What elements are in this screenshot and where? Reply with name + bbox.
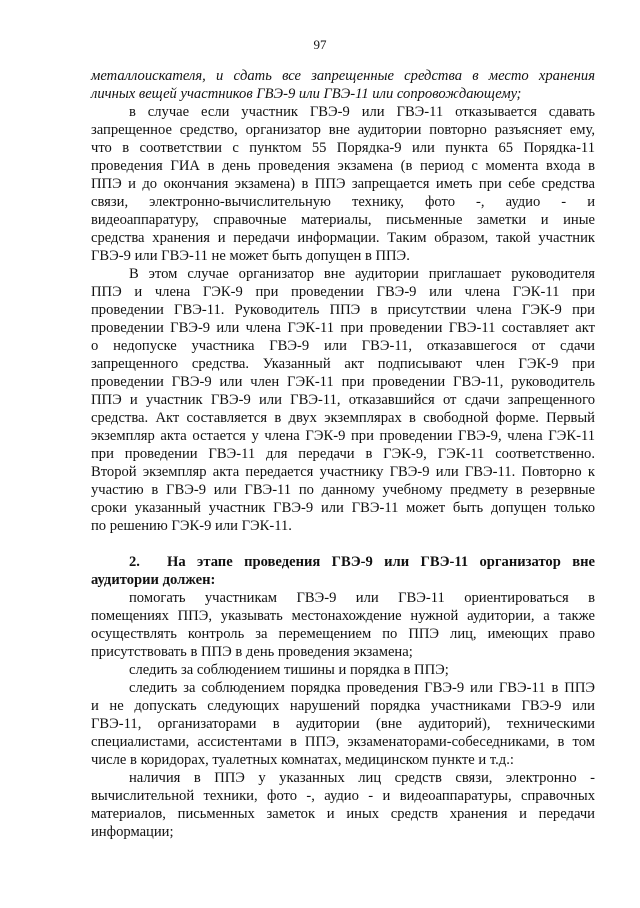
section-heading-line: аудитории должен:: [91, 572, 216, 588]
duty-item-silence: [91, 661, 595, 679]
text-line: В этом случае организатор вне аудитории приглашает руководителя: [129, 266, 595, 282]
text-line: о недопуске участника ГВЭ-9 или ГВЭ-11, отказавшегося от сдачи: [91, 338, 595, 354]
text-line: следить за соблюдением тишины и порядка в ППЭ;: [129, 662, 449, 678]
text-line: запрещенное средство, организатор вне аудитории повторно разъясняет ему,: [91, 122, 595, 138]
text-line: что в соответствии с пунктом 55 Порядка-9 или пункта 65 Порядка-11: [91, 140, 595, 156]
text-line: присутствовать в ППЭ в день проведения экзамена;: [91, 644, 413, 660]
text-line: проведении ГВЭ-9 или члена ГЭК-11 при проведении ГВЭ-11 составляет акт: [91, 320, 595, 336]
duty-item-orientation: [91, 589, 595, 661]
text-line: наличия в ППЭ у указанных лиц средств связи, электронно -: [129, 770, 595, 786]
text-line: запрещенного средства. Указанный акт подписывают член ГЭК-9 при: [91, 356, 595, 372]
intro-paragraph: [91, 67, 595, 103]
text-line: ППЭ и члена ГЭК-9 при проведении ГВЭ-9 или члена ГЭК-11 при: [91, 284, 595, 300]
text-line: проведении ГВЭ-11. Руководитель ППЭ в присутствии члена ГЭК-9 при: [91, 302, 595, 318]
text-line: Второй экземпляр акта передается участнику ГВЭ-9 или ГВЭ-11. Повторно к: [91, 464, 595, 480]
duty-item-devices: [91, 769, 595, 841]
text-line: числе в коридорах, туалетных комнатах, медицинском пункте и т.д.:: [91, 752, 514, 768]
text-line: проведения ГИА в день проведения экзамена (в период с момента входа в: [91, 158, 595, 174]
paragraph-refusal: [91, 103, 595, 265]
text-line: средства. Акт составляется в двух экземплярах в свободной форме. Первый: [91, 410, 595, 426]
paragraph-act: [91, 265, 595, 535]
section-heading-text: На этапе проведения ГВЭ-9 или ГВЭ-11 организатор вне: [167, 554, 595, 570]
text-line: по решению ГЭК-9 или ГЭК-11.: [91, 518, 292, 534]
text-line: ППЭ и участник ГВЭ-9 или ГВЭ-11, отказавшийся от сдачи запрещенного: [91, 392, 595, 408]
text-line: ГВЭ-11, организаторами в аудитории (вне аудиторий), техническими: [91, 716, 595, 732]
text-line: при проведении ГВЭ-11 для передачи в ГЭК-9, ГЭК-11 соответственно.: [91, 446, 595, 462]
duty-item-order: [91, 679, 595, 769]
spacer: [91, 535, 595, 553]
text-line: помещениях ППЭ, указывать местонахождение нужной аудитории, а также: [91, 608, 595, 624]
text-line: видеоаппаратуру, справочные материалы, письменные заметки и иные: [91, 212, 595, 228]
section-heading: [91, 553, 595, 589]
text-line: личных вещей участников ГВЭ-9 или ГВЭ-11 или сопровождающему;: [91, 86, 522, 102]
text-line: металлоискателя, и сдать все запрещенные средства в место хранения: [91, 68, 595, 84]
document-body: [91, 67, 595, 841]
text-line: ГВЭ-9 или ГВЭ-11 не может быть допущен в ППЭ.: [91, 248, 410, 264]
text-line: средства хранения и передачи информации. Таким образом, такой участник: [91, 230, 595, 246]
text-line: проведении ГВЭ-9 или член ГЭК-11 при проведении ГВЭ-11, руководитель: [91, 374, 595, 390]
text-line: помогать участникам ГВЭ-9 или ГВЭ-11 ориентироваться в: [129, 590, 595, 606]
text-line: материалов, письменных заметок и иных средств хранения и передачи: [91, 806, 595, 822]
text-line: связи, электронно-вычислительную технику, фото -, аудио - и: [91, 194, 595, 210]
text-line: специалистами, ассистентами в ППЭ, экзаменаторами-собеседниками, в том: [91, 734, 595, 750]
text-line: ППЭ и до окончания экзамена) в ППЭ запрещается иметь при себе средства: [91, 176, 595, 192]
text-line: в случае если участник ГВЭ-9 или ГВЭ-11 отказывается сдавать: [129, 104, 595, 120]
text-line: осуществлять контроль за перемещением по ППЭ лиц, имеющих право: [91, 626, 595, 642]
section-number: 2.: [129, 554, 140, 570]
text-line: вычислительной техники, фото -, аудио - и видеоаппаратуры, справочных: [91, 788, 595, 804]
section-heading-line: [91, 553, 595, 571]
text-line: сроки указанный участник ГВЭ-9 или ГВЭ-11 может быть допущен только: [91, 500, 595, 516]
text-line: участию в ГВЭ-9 или ГВЭ-11 по данному учебному предмету в резервные: [91, 482, 595, 498]
text-line: следить за соблюдением порядка проведения ГВЭ-9 или ГВЭ-11 в ППЭ: [129, 680, 595, 696]
text-line: и не допускать следующих нарушений порядка участниками ГВЭ-9 или: [91, 698, 595, 714]
page-number: 97: [313, 37, 327, 52]
text-line: экземпляр акта остается у члена ГЭК-9 при проведении ГВЭ-9, члена ГЭК-11: [91, 428, 595, 444]
text-line: информации;: [91, 824, 174, 840]
